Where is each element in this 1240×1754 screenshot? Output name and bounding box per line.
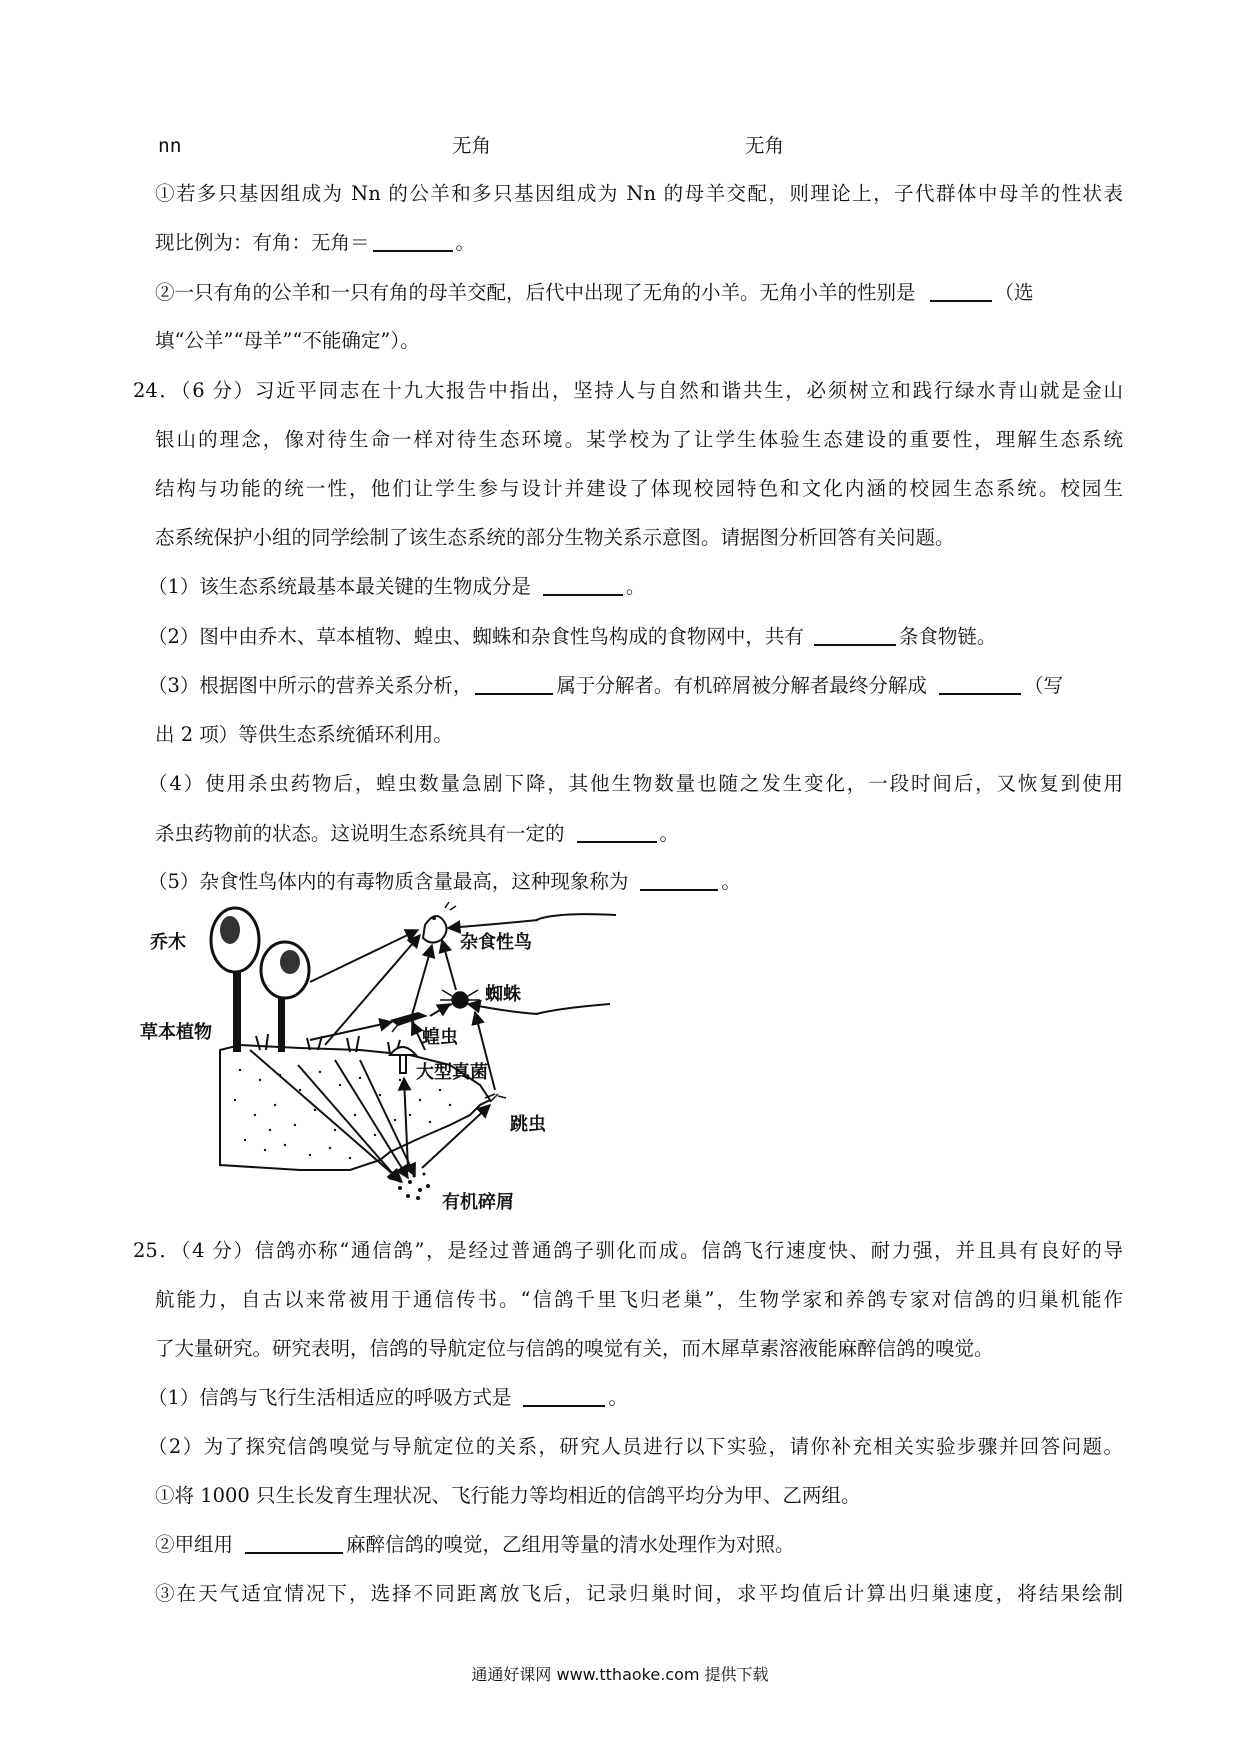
- female-trait-cell: 无角: [745, 134, 785, 157]
- q25-sub1-end: 。: [608, 1386, 628, 1409]
- label-detritus: 有机碎屑: [442, 1192, 514, 1213]
- answer-blank[interactable]: [373, 230, 453, 252]
- q25-sub1-text: （1）信鸽与飞行生活相适应的呼吸方式是: [148, 1386, 512, 1409]
- q23-part1-line1: ①若多只基因组成为 Nn 的公羊和多只基因组成为 Nn 的母羊交配，则理论上，子代群体中母羊的性状表: [155, 182, 1123, 205]
- q24-sub2-text: （2）图中由乔木、草本植物、蝗虫、蜘蛛和杂食性鸟构成的食物网中，共有: [148, 625, 804, 648]
- bird-icon: [423, 902, 456, 943]
- answer-blank[interactable]: [475, 673, 553, 695]
- genotype-cell: nn: [158, 134, 182, 157]
- q24-sub4-text: 杀虫药物前的状态。这说明生态系统具有一定的: [155, 822, 565, 845]
- q24-sub1: [148, 573, 645, 601]
- answer-blank[interactable]: [939, 673, 1021, 695]
- q23-part1-end: 。: [455, 231, 476, 254]
- q25-step2: [155, 1531, 795, 1559]
- page-footer: 通通好课网 www.tthaoke.com 提供下载: [471, 1665, 769, 1684]
- answer-blank[interactable]: [543, 574, 623, 596]
- q25-step2-end: 麻醉信鸽的嗅觉，乙组用等量的清水处理作为对照。: [346, 1533, 795, 1556]
- q23-part1-text: 现比例为：有角：无角＝: [155, 231, 370, 254]
- label-fungus: 大型真菌: [416, 1062, 488, 1083]
- tree-icon: [211, 908, 309, 1052]
- label-springtail: 跳虫: [510, 1114, 546, 1135]
- q24-sub3-mid: 属于分解者。有机碎屑被分解者最终分解成: [556, 674, 927, 697]
- q24-sub5: [148, 868, 741, 896]
- q24-sub4-line2: [155, 820, 679, 848]
- q23-part2-end: （选: [994, 281, 1034, 304]
- answer-blank[interactable]: [245, 1532, 343, 1554]
- answer-blank[interactable]: [577, 821, 657, 843]
- q23-part2-text: ②一只有角的公羊和一只有角的母羊交配，后代中出现了无角的小羊。无角小羊的性别是: [155, 281, 916, 304]
- q23-part2-line2: 填“公羊”“母羊”“不能确定”）。: [155, 329, 420, 352]
- label-grass: 草本植物: [140, 1022, 212, 1043]
- q25-line2: 航能力，自古以来常被用于通信传书。“信鸽千里飞归老巢”，生物学家和养鸽专家对信鸽的归巢机能作: [155, 1288, 1123, 1311]
- q24-sub5-text: （5）杂食性鸟体内的有毒物质含量最高，这种现象称为: [148, 870, 629, 893]
- q24-sub3-line1: [148, 672, 1123, 700]
- q24-sub3-line2: 出 2 项）等供生态系统循环利用。: [155, 723, 453, 746]
- q24-line4: 态系统保护小组的同学绘制了该生态系统的部分生物关系示意图。请据图分析回答有关问题。: [155, 526, 955, 549]
- food-web-diagram: [140, 900, 610, 1220]
- q24-sub1-end: 。: [625, 575, 646, 598]
- q24-line2: 银山的理念，像对待生命一样对待生态环境。某学校为了让学生体验生态建设的重要性，理解生态系统: [155, 428, 1123, 451]
- q24-sub5-end: 。: [721, 870, 741, 893]
- label-locust: 蝗虫: [422, 1027, 458, 1048]
- label-bird: 杂食性鸟: [460, 932, 532, 953]
- label-spider: 蜘蛛: [485, 984, 521, 1005]
- detritus-pile: [398, 1173, 430, 1201]
- q24-sub3-text: （3）根据图中所示的营养关系分析，: [148, 674, 473, 697]
- male-trait-cell: 无角: [452, 134, 492, 157]
- q25-sub1: [148, 1384, 628, 1412]
- q24-line1: 24．（6 分）习近平同志在十九大报告中指出，坚持人与自然和谐共生，必须树立和践行绿水青山就是金山: [133, 379, 1123, 402]
- q24-sub3-end: （写: [1023, 674, 1063, 697]
- answer-blank[interactable]: [930, 280, 992, 302]
- q23-part1-line2: [155, 229, 475, 257]
- answer-blank[interactable]: [640, 869, 718, 891]
- q24-sub4-end: 。: [659, 822, 680, 845]
- q25-line1: 25．（4 分）信鸽亦称“通信鸽”，是经过普通鸽子驯化而成。信鸽飞行速度快、耐力强，并且具有良好的导: [133, 1239, 1123, 1262]
- q25-step3: ③在天气适宜情况下，选择不同距离放飞后，记录归巢时间，求平均值后计算出归巢速度，将结果绘制: [155, 1582, 1123, 1605]
- q24-line3: 结构与功能的统一性，他们让学生参与设计并建设了体现校园特色和文化内涵的校园生态系统。校园生: [155, 477, 1123, 500]
- label-tree: 乔木: [150, 932, 186, 953]
- q24-sub1-text: （1）该生态系统最基本最关键的生物成分是: [148, 575, 531, 598]
- q25-step1: ①将 1000 只生长发育生理状况、飞行能力等均相近的信鸽平均分为甲、乙两组。: [155, 1484, 861, 1507]
- q25-sub2: （2）为了探究信鸽嗅觉与导航定位的关系，研究人员进行以下实验，请你补充相关实验步骤并回答问题。: [148, 1435, 1123, 1458]
- q23-part2-line1: [155, 279, 1123, 307]
- answer-blank[interactable]: [814, 624, 896, 646]
- q25-line3: 了大量研究。研究表明，信鸽的导航定位与信鸽的嗅觉有关，而木犀草素溶液能麻醉信鸽的嗅觉。: [155, 1337, 994, 1360]
- q24-sub2: [148, 623, 996, 651]
- q24-sub2-end: 条食物链。: [898, 625, 997, 648]
- q24-sub4-line1: （4）使用杀虫药物后，蝗虫数量急剧下降，其他生物数量也随之发生变化，一段时间后，又恢复到使用: [148, 772, 1123, 795]
- answer-blank[interactable]: [523, 1385, 605, 1407]
- q25-step2-text: ②甲组用: [155, 1533, 234, 1556]
